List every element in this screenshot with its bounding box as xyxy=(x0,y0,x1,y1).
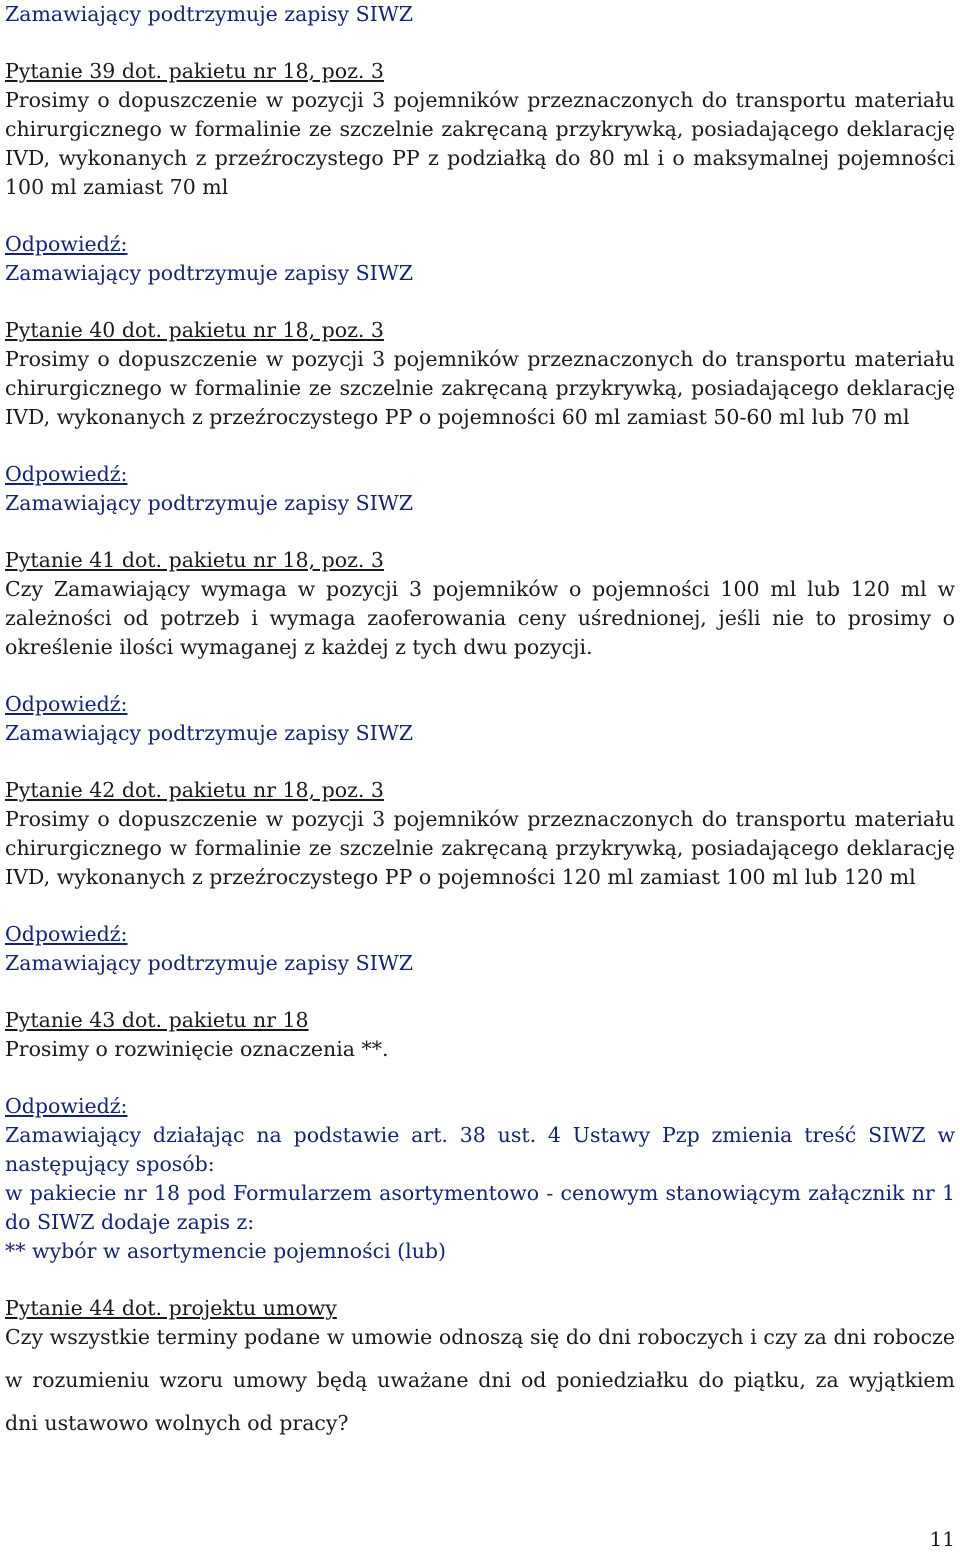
document-page xyxy=(5,0,955,1438)
answer-text-line: ** wybór w asortymencie pojemności (lub) xyxy=(5,1239,447,1263)
question-title: Pytanie 42 dot. pakietu nr 18, poz. 3 xyxy=(5,778,384,802)
question-text-line: Czy wszystkie terminy podane w umowie odnoszą się do dni roboczych i czy za dni robocze xyxy=(5,1325,955,1349)
answer-label: Odpowiedź: xyxy=(5,232,128,256)
question-text-line: Prosimy o dopuszczenie w pozycji 3 pojemników przeznaczonych do transportu materiału xyxy=(5,88,955,112)
question-title: Pytanie 43 dot. pakietu nr 18 xyxy=(5,1008,309,1032)
answer-label: Odpowiedź: xyxy=(5,922,128,946)
question-42 xyxy=(5,776,955,978)
question-text-line: chirurgicznego w formalinie ze szczelnie zakręcaną przykrywką, posiadającego deklarację xyxy=(5,376,955,400)
question-title: Pytanie 40 dot. pakietu nr 18, poz. 3 xyxy=(5,318,384,342)
question-text-line: Prosimy o dopuszczenie w pozycji 3 pojemników przeznaczonych do transportu materiału xyxy=(5,807,955,831)
question-41 xyxy=(5,546,955,748)
answer-text: Zamawiający podtrzymuje zapisy SIWZ xyxy=(5,2,414,26)
question-text-line: chirurgicznego w formalinie ze szczelnie zakręcaną przykrywką, posiadającego deklarację xyxy=(5,117,955,141)
question-text-line: Prosimy o dopuszczenie w pozycji 3 pojemników przeznaczonych do transportu materiału xyxy=(5,347,955,371)
question-title: Pytanie 44 dot. projektu umowy xyxy=(5,1296,337,1320)
question-39 xyxy=(5,57,955,288)
question-text-line: Czy Zamawiający wymaga w pozycji 3 pojemników o pojemności 100 ml lub 120 ml w xyxy=(5,577,955,601)
answer-text: Zamawiający podtrzymuje zapisy SIWZ xyxy=(5,261,414,285)
answer-text: Zamawiający podtrzymuje zapisy SIWZ xyxy=(5,721,414,745)
answer-text-line: Zamawiający działając na podstawie art. 38 ust. 4 Ustawy Pzp zmienia treść SIWZ w xyxy=(5,1123,955,1147)
answer-label: Odpowiedź: xyxy=(5,462,128,486)
question-text-line: w rozumieniu wzoru umowy będą uważane dni od poniedziałku do piątku, za wyjątkiem xyxy=(5,1368,955,1392)
question-text-line: określenie ilości wymaganej z każdej z tych dwu pozycji. xyxy=(5,635,593,659)
question-text-line: IVD, wykonanych z przeźroczystego PP o pojemności 60 ml zamiast 50-60 ml lub 70 ml xyxy=(5,405,910,429)
question-text-line: 100 ml zamiast 70 ml xyxy=(5,175,229,199)
question-text-line: dni ustawowo wolnych od pracy? xyxy=(5,1411,349,1435)
question-title: Pytanie 41 dot. pakietu nr 18, poz. 3 xyxy=(5,548,384,572)
answer-text: Zamawiający podtrzymuje zapisy SIWZ xyxy=(5,491,414,515)
answer-text-line: w pakiecie nr 18 pod Formularzem asortymentowo - cenowym stanowiącym załącznik nr 1 xyxy=(5,1181,955,1205)
question-43 xyxy=(5,1006,955,1266)
question-text-line: Prosimy o rozwinięcie oznaczenia **. xyxy=(5,1037,389,1061)
page-number: 11 xyxy=(929,1527,955,1551)
question-text-line: zależności od potrzeb i wymaga zaoferowania ceny uśrednionej, jeśli nie to prosimy o xyxy=(5,606,955,630)
question-title: Pytanie 39 dot. pakietu nr 18, poz. 3 xyxy=(5,59,384,83)
question-44 xyxy=(5,1294,955,1438)
question-40 xyxy=(5,316,955,518)
answer-label: Odpowiedź: xyxy=(5,1094,128,1118)
answer-text-line: do SIWZ dodaje zapis z: xyxy=(5,1210,255,1234)
question-text-line: chirurgicznego w formalinie ze szczelnie zakręcaną przykrywką, posiadającego deklarację xyxy=(5,836,955,860)
answer-label: Odpowiedź: xyxy=(5,692,128,716)
answer-text: Zamawiający podtrzymuje zapisy SIWZ xyxy=(5,951,414,975)
question-text-line: IVD, wykonanych z przeźroczystego PP z podziałką do 80 ml i o maksymalnej pojemności xyxy=(5,146,955,170)
question-text-line: IVD, wykonanych z przeźroczystego PP o pojemności 120 ml zamiast 100 ml lub 120 ml xyxy=(5,865,916,889)
answer-text-line: następujący sposób: xyxy=(5,1152,215,1176)
